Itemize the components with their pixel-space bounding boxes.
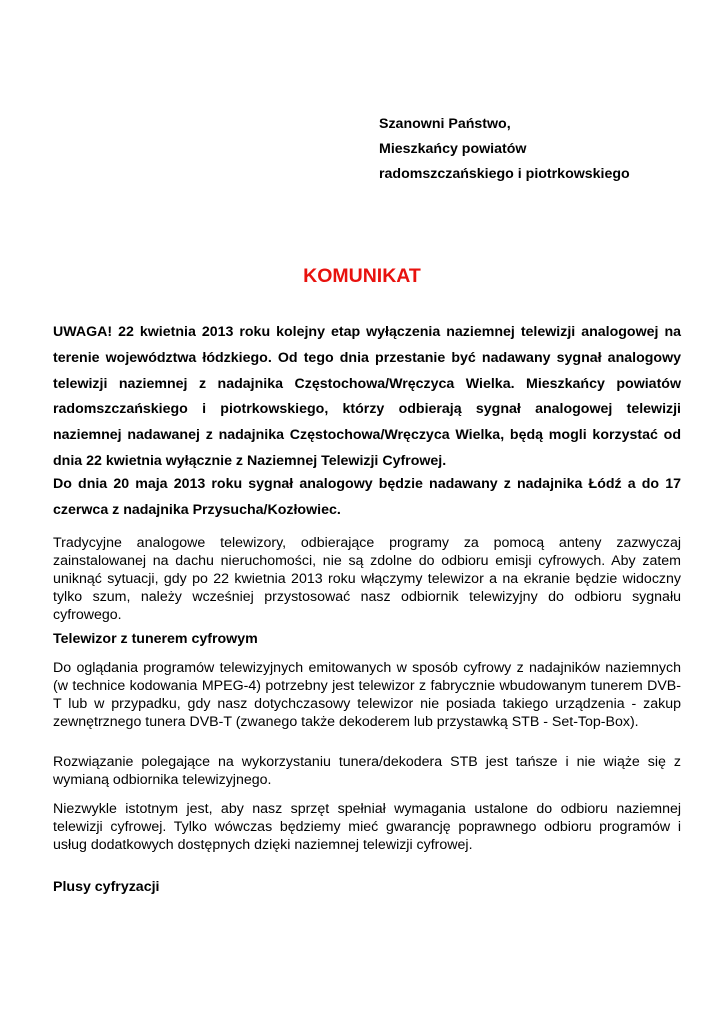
address-line-counties: radomszczańskiego i piotrkowskiego (379, 166, 630, 182)
address-block (379, 112, 630, 187)
address-line-residents: Mieszkańcy powiatów (379, 141, 527, 157)
paragraph-uwaga: UWAGA! 22 kwietnia 2013 roku kolejny etap wyłączenia naziemnej telewizji analogowej na terenie województwa łódzkiego. Od tego dnia przestanie być nadawany sygnał analogowy telewizji naziemnej z nadajnika Częstochowa/Wręczyca Wielka. Mieszkańcy powiatów radomszczańskiego i piotrkowskiego, którzy odbierają sygnał analogowej telewizji naziemnej nadawanej z nadajnika Częstochowa/Wręczyca Wielka, będą mogli korzystać od dnia 22 kwietnia wyłącznie z Naziemnej Telewizji Cyfrowej. (53, 324, 681, 469)
address-line-salutation: Szanowni Państwo, (379, 116, 511, 132)
paragraph-tradycyjne: Tradycyjne analogowe telewizory, odbierające programy za pomocą anteny zazwyczaj zainstalowanej na dachu nieruchomości, nie są zdolne do odbioru emisji cyfrowych. Aby zatem uniknąć sytuacji, gdy po 22 kwietnia 2013 roku włączymy telewizor a na ekranie będzie widoczny tylko szum, należy wcześniej przystosować nasz odbiornik telewizyjny do odbioru sygnału cyfrowego. (53, 535, 681, 623)
document-title: KOMUNIKAT (303, 265, 421, 287)
paragraph-ogladanie: Do oglądania programów telewizyjnych emitowanych w sposób cyfrowy z nadajników naziemnych (w technice kodowania MPEG-4) potrzebny jest telewizor z fabrycznie wbudowanym tunerem DVB-T lub w przypadku, gdy nasz dotychczasowy telewizor nie posiada takiego urządzenia - zakup zewnętrznego tunera DVB-T (zwanego także dekoderem lub przystawką STB - Set-Top-Box). (53, 660, 681, 730)
paragraph-rozwiazanie: Rozwiązanie polegające na wykorzystaniu tunera/dekodera STB jest tańsze i nie wiąże się z wymianą odbiornika telewizyjnego. (53, 754, 681, 788)
heading-plusy: Plusy cyfryzacji (53, 879, 160, 895)
paragraph-niezwykle: Niezwykle istotnym jest, aby nasz sprzęt spełniał wymagania ustalone do odbioru naziemnej telewizji cyfrowej. Tylko wówczas będziemy mieć gwarancję poprawnego odbioru programów i usług dodatkowych dostępnych dzięki naziemnej telewizji cyfrowej. (53, 801, 681, 853)
paragraph-maj: Do dnia 20 maja 2013 roku sygnał analogowy będzie nadawany z nadajnika Łódź a do 17 czerwca z nadajnika Przysucha/Kozłowiec. (53, 476, 681, 518)
heading-tuner: Telewizor z tunerem cyfrowym (53, 631, 258, 647)
